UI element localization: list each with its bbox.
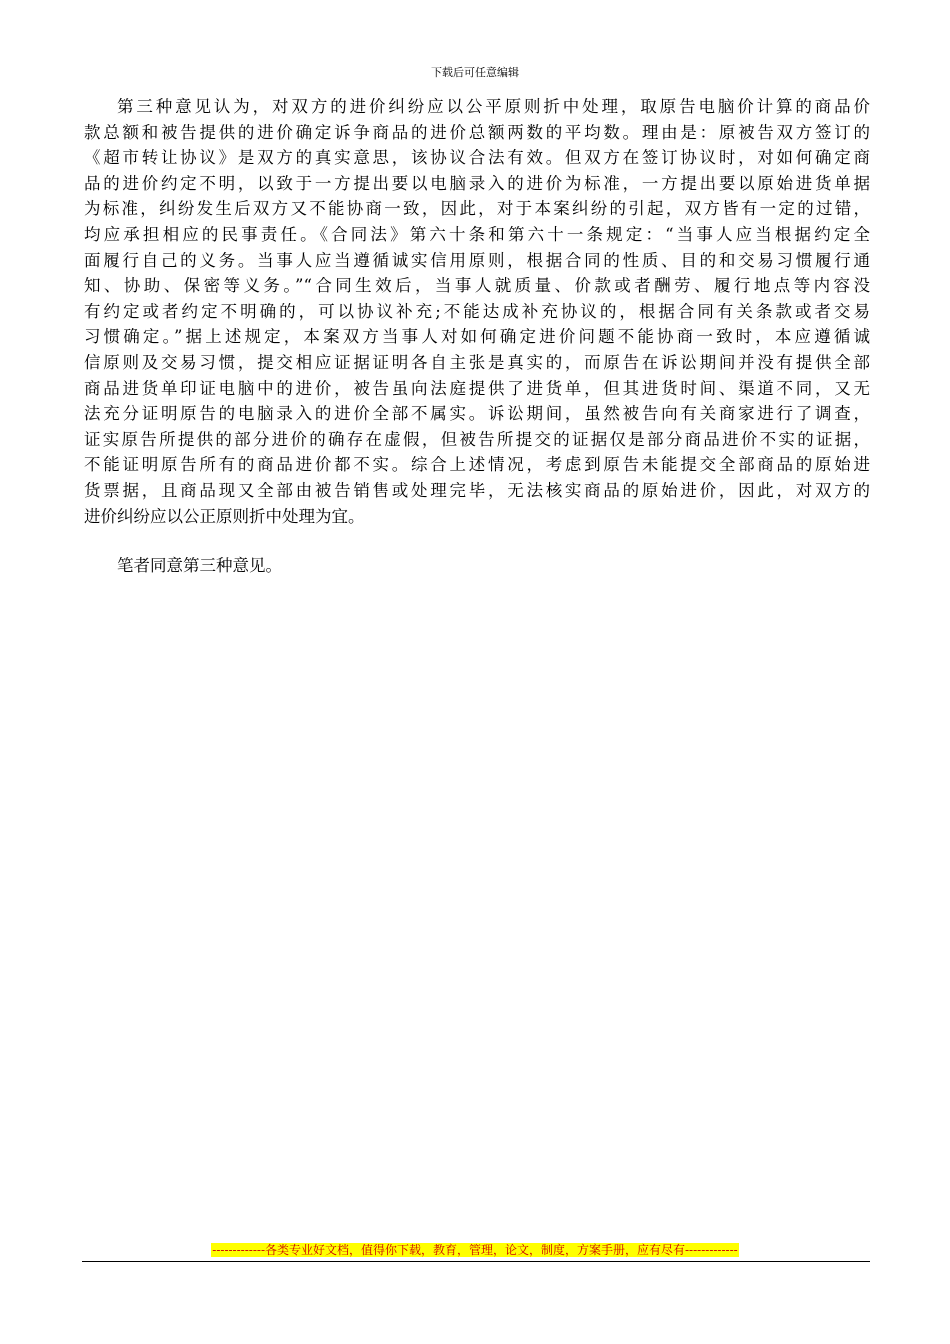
paragraph-1 <box>84 94 870 529</box>
paragraph-spacer <box>84 529 870 553</box>
text-line: 商品进货单印证电脑中的进价，被告虽向法庭提供了进货单，但其进货时间、渠道不同，又无 <box>84 378 870 398</box>
text-line: 品的进价约定不明，以致于一方提出要以电脑录入的进价为标准，一方提出要以原始进货单据 <box>84 173 870 193</box>
text-line: 为标准，纠纷发生后双方又不能协商一致，因此，对于本案纠纷的引起，双方皆有一定的过错， <box>84 199 870 219</box>
document-body <box>84 94 870 579</box>
text-line: 第三种意见认为，对双方的进价纠纷应以公平原则折中处理，取原告电脑价计算的商品价 <box>117 97 870 116</box>
text-line: 进价纠纷应以公正原则折中处理为宜。 <box>84 506 365 526</box>
text-line: 面履行自己的义务。当事人应当遵循诚实信用原则，根据合同的性质、目的和交易习惯履行通 <box>84 250 870 270</box>
text-line: 货票据，且商品现又全部由被告销售或处理完毕，无法核实商品的原始进价，因此，对双方的 <box>84 480 870 500</box>
text-line: 法充分证明原告的电脑录入的进价全部不属实。诉讼期间，虽然被告向有关商家进行了调查， <box>84 404 870 424</box>
text-line: 笔者同意第三种意见。 <box>117 556 282 576</box>
footer-divider <box>82 1261 870 1262</box>
paragraph-2 <box>84 553 870 579</box>
text-line: 不能证明原告所有的商品进价都不实。综合上述情况，考虑到原告未能提交全部商品的原始进 <box>84 455 870 475</box>
text-line: 习惯确定。”据上述规定，本案双方当事人对如何确定进价问题不能协商一致时，本应遵循诚 <box>84 327 870 347</box>
text-line: 均应承担相应的民事责任。《合同法》第六十条和第六十一条规定：“当事人应当根据约定全 <box>84 224 870 244</box>
text-line: 证实原告所提供的部分进价的确存在虚假，但被告所提交的证据仅是部分商品进价不实的证据， <box>84 429 870 449</box>
text-line: 款总额和被告提供的进价确定诉争商品的进价总额两数的平均数。理由是：原被告双方签订的 <box>84 122 870 142</box>
text-line: 知、协助、保密等义务。”“合同生效后，当事人就质量、价款或者酬劳、履行地点等内容没 <box>84 276 870 296</box>
text-line: 有约定或者约定不明确的，可以协议补充;不能达成补充协议的，根据合同有关条款或者交易 <box>84 301 870 321</box>
text-line: 信原则及交易习惯，提交相应证据证明各自主张是真实的，而原告在诉讼期间并没有提供全部 <box>84 352 870 372</box>
footer-banner-text: -------------各类专业好文档，值得你下载，教育，管理，论文，制度，方案手册，应有尽有------------- <box>212 1243 738 1257</box>
text-line: 《超市转让协议》是双方的真实意思，该协议合法有效。但双方在签订协议时，对如何确定商 <box>84 148 870 168</box>
footer-banner <box>0 1243 950 1258</box>
page-header: 下载后可任意编辑 <box>431 66 519 79</box>
